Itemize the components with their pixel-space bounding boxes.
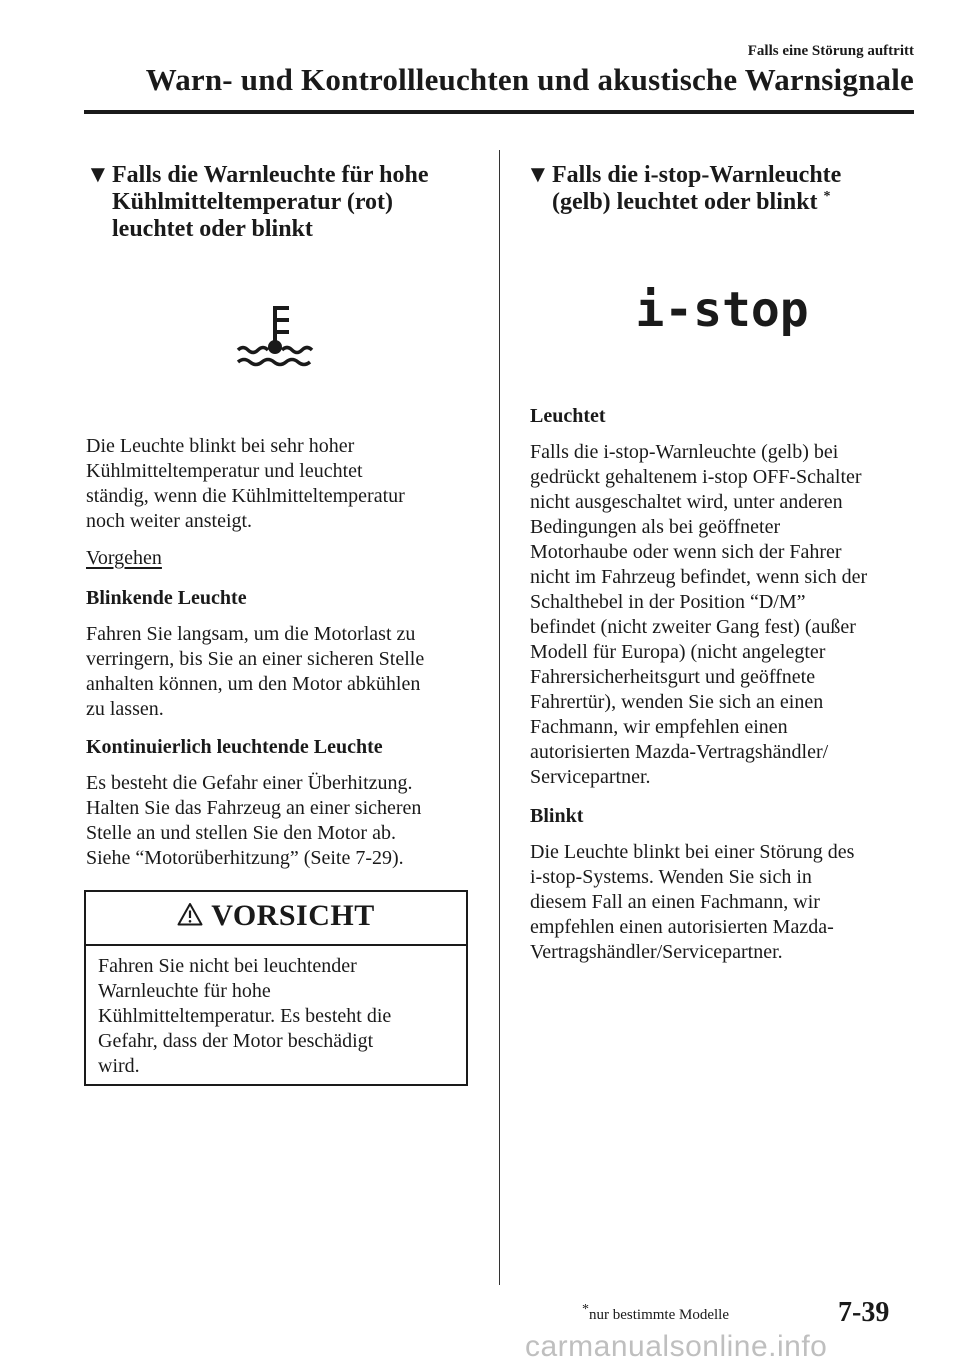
blinking-text: Fahren Sie langsam, um die Motorlast zu verringern, bis Sie an einer sicheren Stelle anhalten können, um den Motor abkühlen zu lassen. — [86, 623, 425, 720]
coolant-temperature-icon — [236, 300, 314, 372]
blink-text: Die Leuchte blinkt bei einer Störung des i-stop-Systems. Wenden Sie sich in diesem Fall an einen Fachmann, wir empfehlen einen autorisierten Mazda- Vertragshändler/Servicepartner. — [530, 841, 855, 963]
istop-section-heading: ▼Falls die i-stop-Warnleuchte (gelb) leuchtet oder blinkt * — [526, 162, 842, 215]
caution-header — [86, 892, 466, 946]
column-divider — [499, 150, 500, 1285]
footnote-star-icon: * — [582, 1302, 589, 1317]
page-title: Warn- und Kontrollleuchten und akustische Warnsignale — [145, 62, 914, 97]
model-star-icon: * — [823, 189, 831, 204]
blink-label: Blinkt — [530, 805, 584, 827]
istop-indicator-icon — [635, 270, 809, 350]
procedure-label: Vorgehen — [86, 547, 162, 569]
caution-text: Fahren Sie nicht bei leuchtender Warnleuchte für hohe Kühlmitteltemperatur. Es besteht die Gefahr, dass der Motor beschädigt wird. — [98, 955, 392, 1077]
istop-label: i-stop — [635, 282, 809, 338]
continuous-label: Kontinuierlich leuchtende Leuchte — [86, 736, 383, 758]
section-triangle-icon: ▼ — [526, 162, 550, 188]
section-triangle-icon: ▼ — [86, 162, 110, 188]
caution-box — [84, 890, 468, 1086]
warning-triangle-icon — [177, 902, 203, 931]
footer-note: *nur bestimmte Modelle — [582, 1302, 729, 1323]
watermark: carmanualsonline.info — [525, 1330, 828, 1363]
header-subtitle: Falls eine Störung auftritt — [747, 43, 914, 59]
lit-label: Leuchtet — [530, 405, 606, 427]
coolant-section-heading: ▼Falls die Warnleuchte für hohe Kühlmitteltemperatur (rot) leuchtet oder blinkt — [86, 162, 429, 242]
header-rule — [84, 110, 914, 114]
caution-title: VORSICHT — [211, 899, 375, 932]
coolant-intro-text: Die Leuchte blinkt bei sehr hoher Kühlmitteltemperatur und leuchtet ständig, wenn die Kühlmitteltemperatur noch weiter ansteigt. — [86, 435, 405, 532]
lit-text: Falls die i-stop-Warnleuchte (gelb) bei gedrückt gehaltenem i-stop OFF-Schalter nicht ausgeschaltet wird, unter anderen Bedingungen als bei geöffneter Motorhaube oder wenn sich der Fahrer nicht im Fahrzeug befindet, wenn sich der Schalthebel in der Position “D/M” befindet (nicht zweiter Gang fest) (außer Modell für Europa) (nicht angelegter Fahrersicherheitsgurt und geöffnete Fahrertür), wenden Sie sich an einen Fachmann, wir empfehlen einen autorisierten Mazda-Vertragshändler/ Servicepartner. — [530, 441, 868, 788]
continuous-text: Es besteht die Gefahr einer Überhitzung. Halten Sie das Fahrzeug an einer sicheren Stelle an und stellen Sie den Motor ab. Siehe “Motorüberhitzung” (Seite 7-29). — [86, 772, 422, 869]
page-number: 7-39 — [838, 1297, 890, 1328]
blinking-label: Blinkende Leuchte — [86, 587, 247, 609]
